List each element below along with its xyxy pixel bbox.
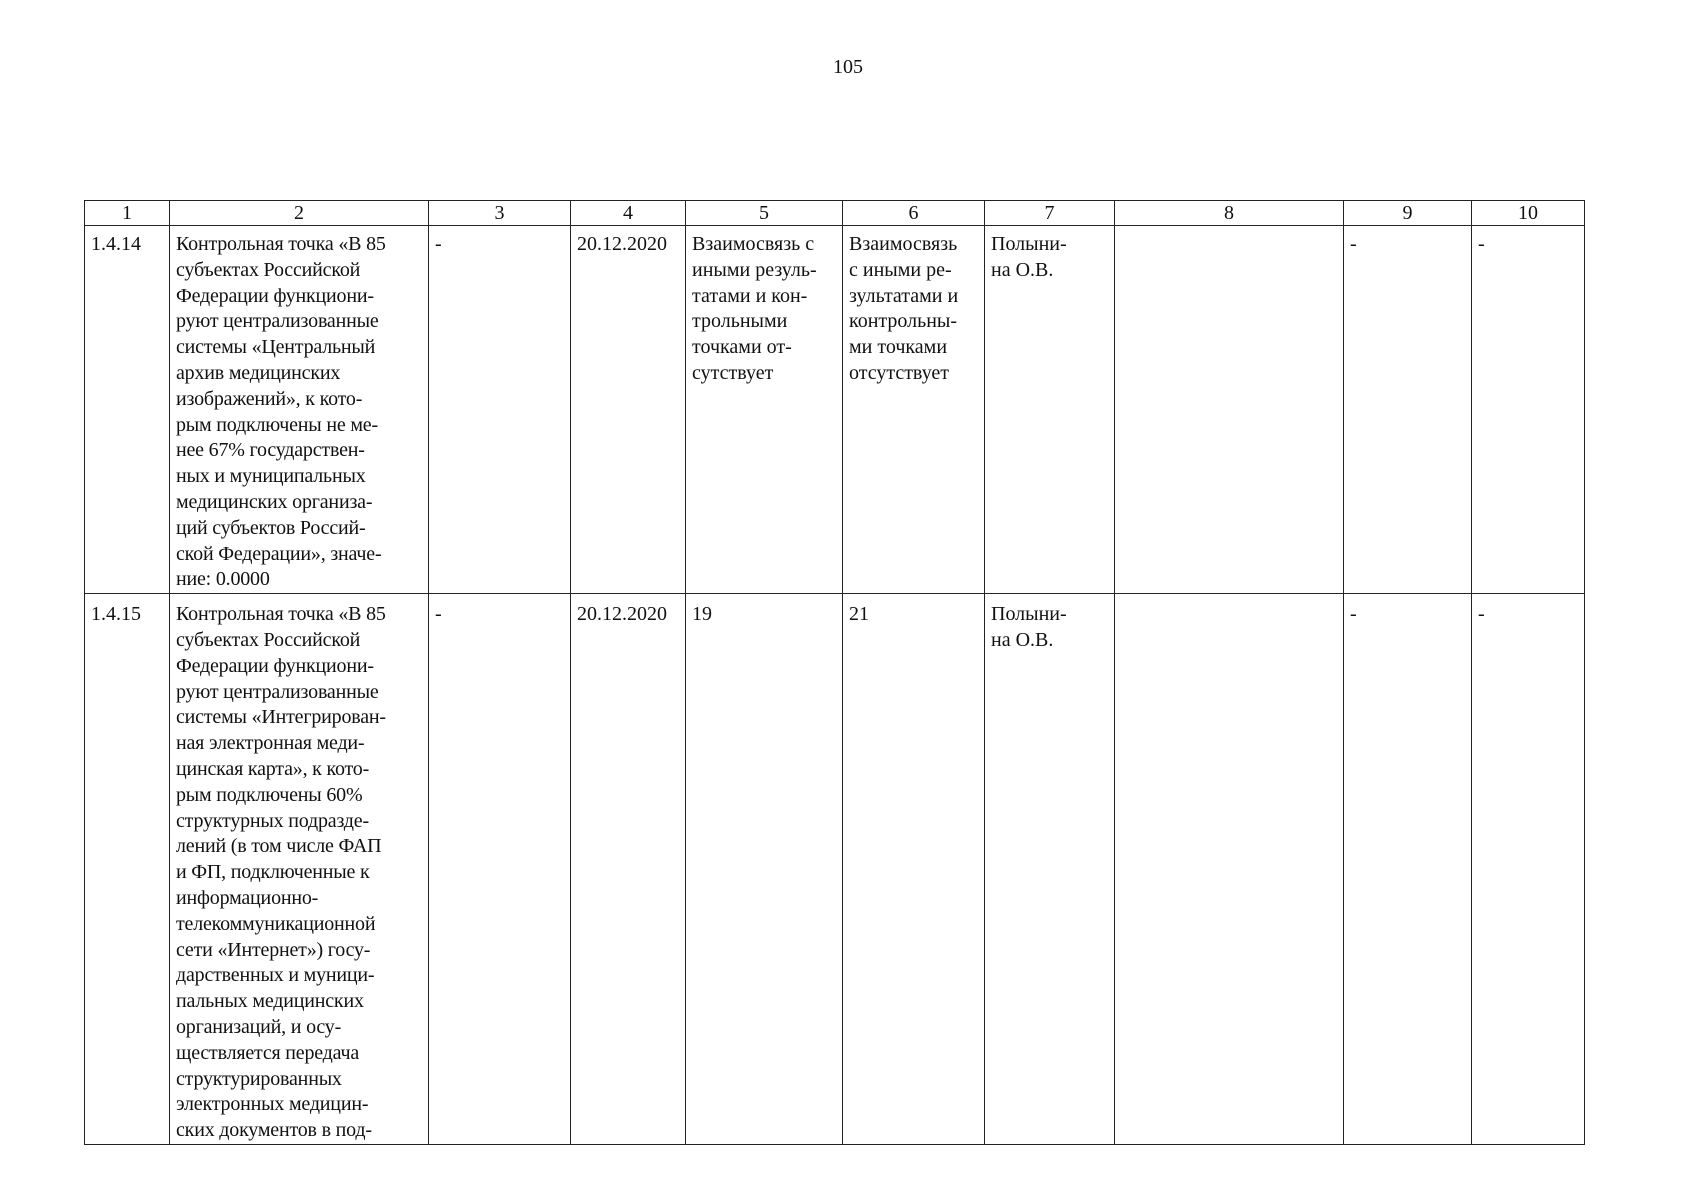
cell-col-8 [1115, 226, 1344, 594]
cell-description: Контрольная точка «В 85 субъектах Российской Федерации функциони- руют централизованные системы «Интегрирован- ная электронная меди- цинская карта», к кото- рым подключены 60% структурных подразде- лений (в том числе ФАП и ФП, подключенные к информационно- телекоммуникационной сети «Интернет») госу- дарственных и муници- пальных медицинских организаций, и осу- ществляется передача структурированных электронных медицин- ских документов в под- [170, 594, 429, 1145]
table-row [85, 594, 1585, 1145]
cell-number: 1.4.15 [85, 594, 170, 1145]
cell-col-3: - [429, 226, 571, 594]
cell-col-8 [1115, 594, 1344, 1145]
header-row [85, 201, 1585, 226]
cell-col-10: - [1472, 594, 1585, 1145]
cell-col-5: Взаимосвязь с иными резуль- татами и кон- трольными точками от- сутствует [686, 226, 843, 594]
cell-col-3: - [429, 594, 571, 1145]
page-number: 105 [833, 56, 863, 78]
header-col-3: 3 [429, 201, 571, 226]
header-col-8: 8 [1115, 201, 1344, 226]
header-col-4: 4 [571, 201, 686, 226]
header-col-5: 5 [686, 201, 843, 226]
cell-col-9: - [1344, 226, 1472, 594]
table-row [85, 226, 1585, 594]
cell-responsible: Полыни- на О.В. [985, 594, 1115, 1145]
cell-col-6: Взаимосвязь с иными ре- зультатами и контрольны- ми точками отсутствует [843, 226, 985, 594]
document-table [84, 200, 1585, 1145]
cell-date: 20.12.2020 [571, 226, 686, 594]
cell-date: 20.12.2020 [571, 594, 686, 1145]
header-col-2: 2 [170, 201, 429, 226]
cell-description: Контрольная точка «В 85 субъектах Российской Федерации функциони- руют централизованные системы «Центральный архив медицинских изображений», к кото- рым подключены не ме- нее 67% государствен- ных и муниципальных медицинских организа- ций субъектов Россий- ской Федерации», значе- ние: 0.0000 [170, 226, 429, 594]
cell-col-5: 19 [686, 594, 843, 1145]
cell-col-10: - [1472, 226, 1585, 594]
cell-col-9: - [1344, 594, 1472, 1145]
header-col-10: 10 [1472, 201, 1585, 226]
cell-responsible: Полыни- на О.В. [985, 226, 1115, 594]
header-col-9: 9 [1344, 201, 1472, 226]
cell-number: 1.4.14 [85, 226, 170, 594]
header-col-7: 7 [985, 201, 1115, 226]
header-col-6: 6 [843, 201, 985, 226]
header-col-1: 1 [85, 201, 170, 226]
cell-col-6: 21 [843, 594, 985, 1145]
